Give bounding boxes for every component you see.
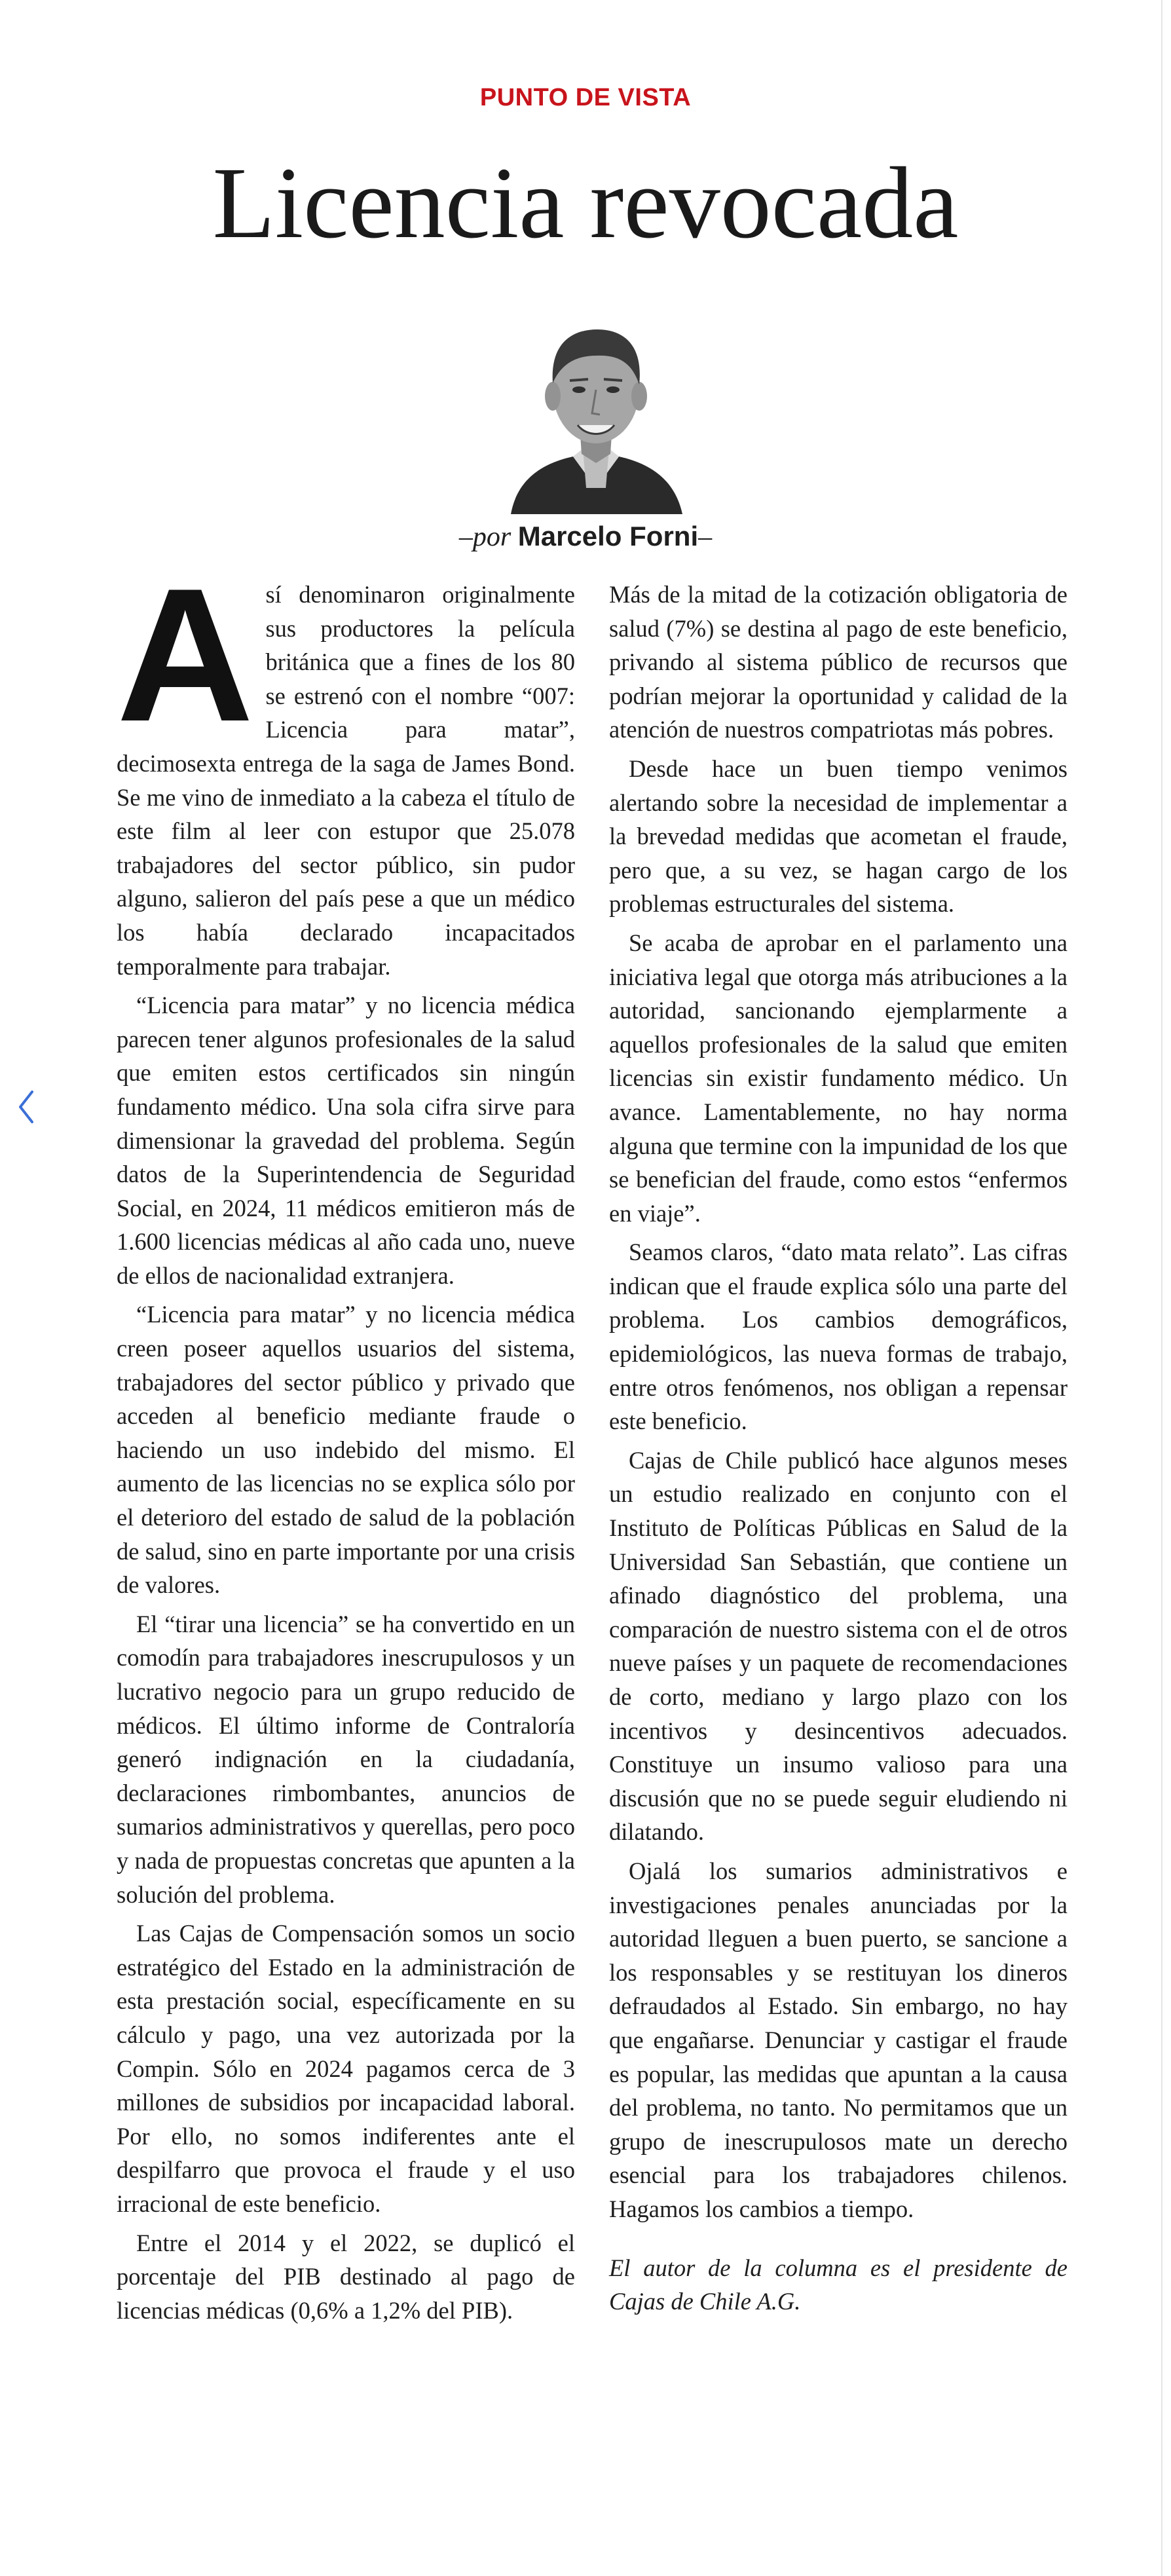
author-note: El autor de la columna es el presidente de Cajas de Chile A.G. — [609, 2254, 1068, 2315]
byline-suffix: – — [698, 522, 713, 552]
paragraph-1 — [117, 549, 575, 983]
section-label: PUNTO DE VISTA — [479, 84, 692, 111]
byline — [0, 521, 1171, 553]
paragraph-5: Las Cajas de Compensación somos un socio estratégico del Estado en la administración de esta prestación social, específicamente en su cálculo y pago, una vez autorizada por la Compin. Sólo en 2024 pagamos cerca de 3 millones de subsidios por incapacidad laboral. Por ello, no somos indiferentes ante el despilfarro que provoca el fraude y el uso irracional de este beneficio. — [117, 1920, 575, 2217]
author-portrait — [498, 291, 694, 514]
back-button[interactable] — [12, 1084, 41, 1130]
paragraph-10: Seamos claros, “dato mata relato”. Las cifras indican que el fraude explica sólo una parte del problema. Los cambios demográficos, epidemiológicos, las nueva formas de trabajo, entre otros fenómenos, nos obligan a repensar este beneficio. — [609, 1239, 1068, 1435]
paragraph-1-text: sí denominaron originalmente sus productores la película británica que a fines de los 80 se estrenó con el nombre “007: Licencia para matar”, decimosexta entrega de la saga de James Bond. Se me vino de inmediato a la cabeza el título de este film al leer con estupor que 25.078 trabajadores del sector público, sin pudor alguno, salieron del país pese a que un médico los había declarado incapacitados temporalmente para trabajar. — [117, 581, 575, 980]
author-name: Marcelo Forni — [517, 521, 699, 551]
paragraph-6: Entre el 2014 y el 2022, se duplicó el porcentaje del PIB destinado al pago de licencias médicas (0,6% a 1,2% del PIB). — [117, 2229, 575, 2324]
article-column-right — [609, 578, 1068, 2324]
paragraph-12: Ojalá los sumarios administrativos e investigaciones penales anunciadas por la autoridad lleguen a buen puerto, se sancione a los responsables y se restituyan los dineros defraudados al Estado. Sin embargo, no hay que engañarse. Denunciar y castigar el fraude es popular, las medidas que apuntan a la causa del problema, no tanto. No permitamos que un grupo de inescrupulosos mate un derecho esencial para los trabajadores chilenos. Hagamos los cambios a tiempo. — [609, 1857, 1068, 2222]
article-column-left — [117, 549, 575, 2332]
paragraph-8: Desde hace un buen tiempo venimos alertando sobre la necesidad de implementar a la brevedad medidas que acometan el fraude, pero que, a su vez, se hagan cargo de los problemas estructurales del sistema. — [609, 755, 1068, 918]
chevron-left-icon — [16, 1089, 36, 1125]
page-edge-divider — [1161, 0, 1162, 2576]
byline-prefix: –por — [458, 522, 518, 552]
paragraph-11: Cajas de Chile publicó hace algunos meses un estudio realizado en conjunto con el Instituto de Políticas Públicas en Salud de la Universidad San Sebastián, que contiene un afinado diagnóstico del problema, una comparación de nuestro sistema con el de otros nueve países y un paquete de recomendaciones de corto, mediano y largo plazo con los incentivos y desincentivos adecuados. Constituye un insumo valioso para una discusión que no se puede seguir eludiendo ni dilatando. — [609, 1446, 1068, 1846]
paragraph-7: Más de la mitad de la cotización obligatoria de salud (7%) se destina al pago de este beneficio, privando al sistema público de recursos que podrían mejorar la oportunidad y calidad de la atención de nuestros compatriotas más pobres. — [609, 581, 1068, 743]
drop-cap: A — [117, 549, 254, 761]
paragraph-4: El “tirar una licencia” se ha convertido en un comodín para trabajadores inescrupulosos y un lucrativo negocio para un grupo reducido de médicos. El último informe de Contraloría generó indignación en la ciudadanía, declaraciones rimbombantes, anuncios de sumarios administrativos y querellas, pero poco y nada de propuestas concretas que apunten a la solución del problema. — [117, 1610, 575, 1908]
paragraph-2: “Licencia para matar” y no licencia médica parecen tener algunos profesionales de la salud que emiten estos certificados sin ningún fundamento médico. Una sola cifra sirve para dimensionar la gravedad del problema. Según datos de la Superintendencia de Seguridad Social, en 2024, 11 médicos emitieron más de 1.600 licencias médicas al año cada uno, nueve de ellos de nacionalidad extranjera. — [117, 992, 575, 1289]
headline: Licencia revocada — [212, 146, 959, 259]
paragraph-3: “Licencia para matar” y no licencia médica creen poseer aquellos usuarios del sistema, trabajadores del sector público y privado que acceden al beneficio mediante fraude o haciendo un uso indebido del mismo. El aumento de las licencias no se explica sólo por el deterioro del estado de salud de la población de salud, sino en parte importante por una crisis de valores. — [117, 1301, 575, 1599]
paragraph-9: Se acaba de aprobar en el parlamento una iniciativa legal que otorga más atribuciones a la autoridad, sancionando ejemplarmente a aquellos profesionales de la salud que emiten licencias sin existir fundamento médico. Un avance. Lamentablemente, no hay norma alguna que termine con la impunidad de los que se benefician del fraude, como estos “enfermos en viaje”. — [609, 929, 1068, 1227]
